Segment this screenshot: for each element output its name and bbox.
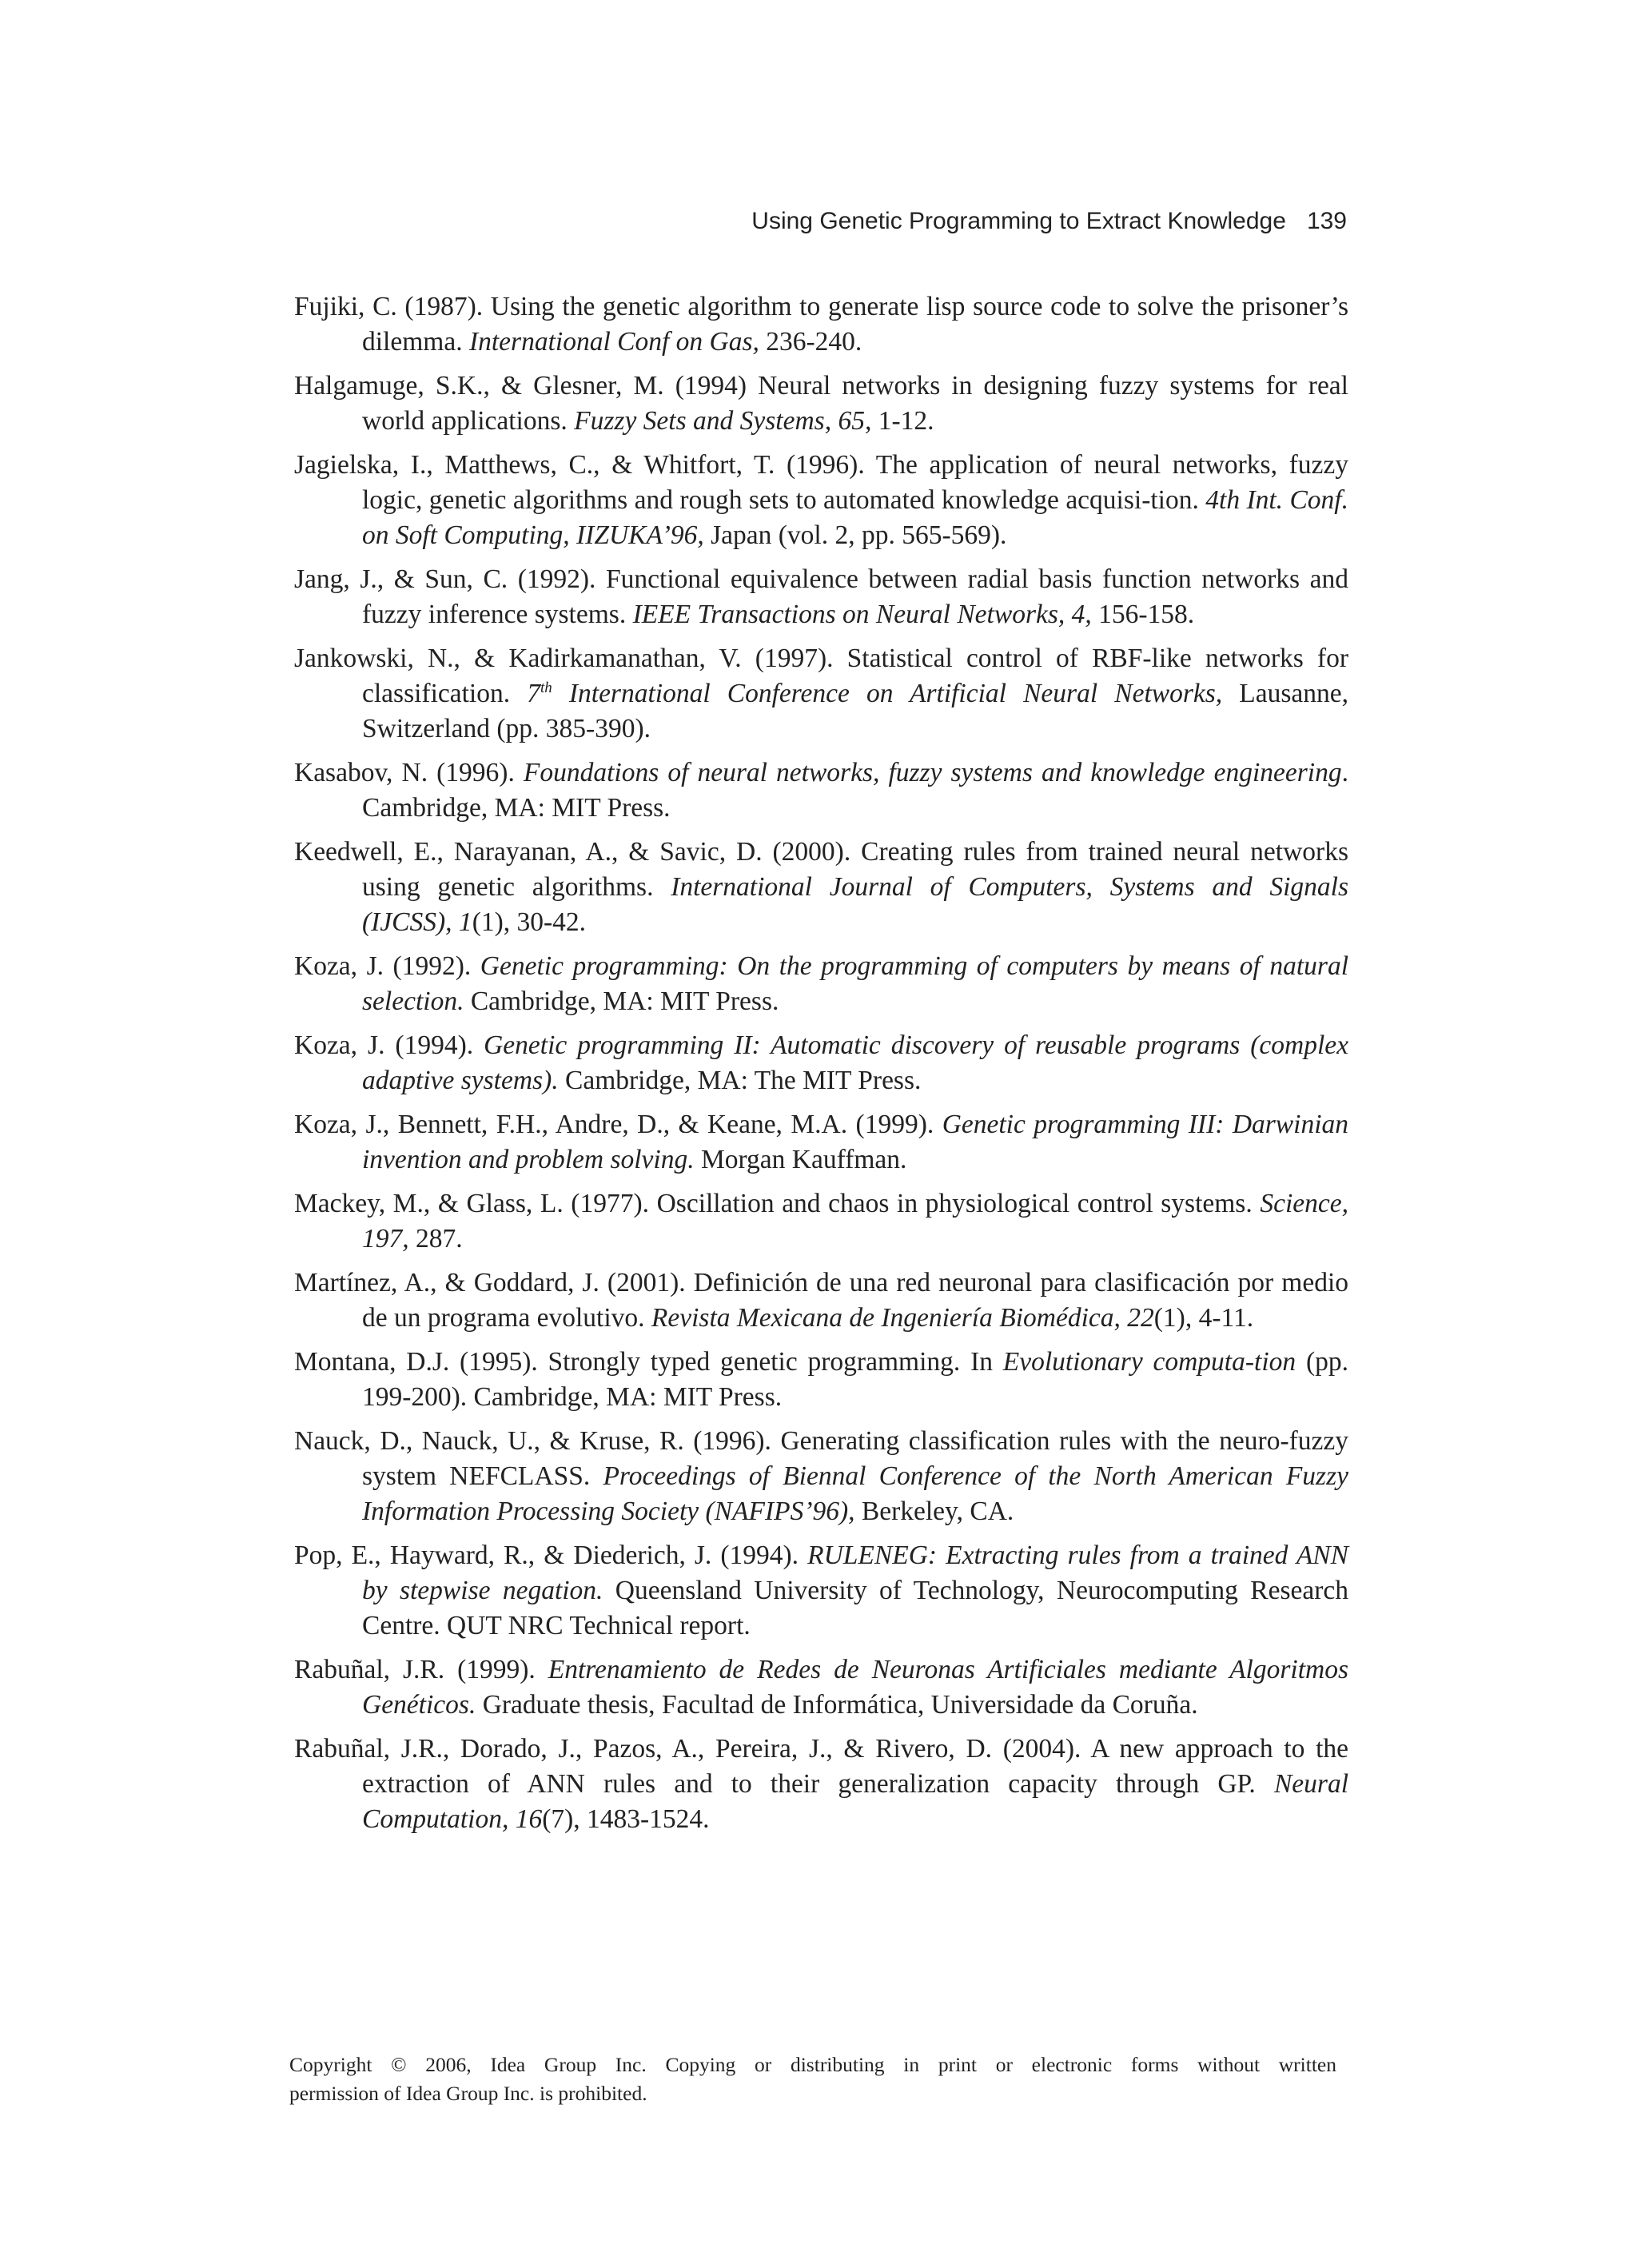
reference-entry: Jankowski, N., & Kadirkamanathan, V. (1997). Statistical control of RBF-like networks for classification. 7th International Conference on Artificial Neural Networks, Lausanne, Switzerland (pp. 385-390). bbox=[294, 644, 1349, 743]
reference-entry: Martínez, A., & Goddard, J. (2001). Definición de una red neuronal para clasificación por medio de un programa evolutivo. Revista Mexicana de Ingeniería Biomédica, 22(1), 4-11. bbox=[294, 1268, 1348, 1333]
copyright-notice bbox=[289, 2051, 1336, 2108]
reference-entry: Mackey, M., & Glass, L. (1977). Oscillation and chaos in physiological control systems. Science, 197, 287. bbox=[294, 1189, 1348, 1254]
copyright-line-2: permission of Idea Group Inc. is prohibited. bbox=[289, 2082, 647, 2105]
reference-entry: Pop, E., Hayward, R., & Diederich, J. (1994). RULENEG: Extracting rules from a trained ANN by stepwise negation. Queensland University of Technology, Neurocomputing Research Centre. QUT NRC Technical report. bbox=[294, 1541, 1348, 1640]
reference-entry: Halgamuge, S.K., & Glesner, M. (1994) Neural networks in designing fuzzy systems for real world applications. Fuzzy Sets and Systems, 65, 1-12. bbox=[294, 371, 1348, 436]
reference-entry: Koza, J., Bennett, F.H., Andre, D., & Keane, M.A. (1999). Genetic programming III: Darwinian invention and problem solving. Morgan Kauffman. bbox=[294, 1110, 1349, 1174]
running-title: Using Genetic Programming to Extract Knowledge bbox=[751, 208, 1286, 234]
reference-entry: Kasabov, N. (1996). Foundations of neural networks, fuzzy systems and knowledge engineering. Cambridge, MA: MIT Press. bbox=[294, 758, 1348, 823]
reference-entry: Jagielska, I., Matthews, C., & Whitfort, T. (1996). The application of neural networks, fuzzy logic, genetic algorithms and rough sets to automated knowledge acquisi-tion. 4th Int. Conf. on Soft Computing, IIZUKA’96, Japan (vol. 2, pp. 565-569). bbox=[294, 450, 1348, 550]
reference-entry: Koza, J. (1994). Genetic programming II: Automatic discovery of reusable programs (complex adaptive systems). Cambridge, MA: The MIT Press. bbox=[294, 1030, 1349, 1095]
reference-entry: Keedwell, E., Narayanan, A., & Savic, D. (2000). Creating rules from trained neural networks using genetic algorithms. International Journal of Computers, Systems and Signals (IJCSS), 1(1), 30-42. bbox=[294, 837, 1349, 937]
page-number: 139 bbox=[1306, 208, 1347, 234]
reference-entry: Fujiki, C. (1987). Using the genetic algorithm to generate lisp source code to solve the prisoner’s dilemma. International Conf on Gas, 236-240. bbox=[294, 292, 1348, 357]
reference-entry: Jang, J., & Sun, C. (1992). Functional equivalence between radial basis function networks and fuzzy inference systems. IEEE Transactions on Neural Networks, 4, 156-158. bbox=[294, 564, 1348, 629]
running-header bbox=[0, 208, 1347, 235]
reference-entry: Rabuñal, J.R., Dorado, J., Pazos, A., Pereira, J., & Rivero, D. (2004). A new approach to the extraction of ANN rules and to their generalization capacity through GP. Neural Computation, 16(7), 1483-1524. bbox=[294, 1734, 1348, 1834]
reference-entry: Nauck, D., Nauck, U., & Kruse, R. (1996). Generating classification rules with the neuro-fuzzy system NEFCLASS. Proceedings of Biennal Conference of the North American Fuzzy Information Processing Society (NAFIPS’96), Berkeley, CA. bbox=[294, 1426, 1348, 1526]
reference-entry: Montana, D.J. (1995). Strongly typed genetic programming. In Evolutionary computa-tion (pp. 199-200). Cambridge, MA: MIT Press. bbox=[294, 1347, 1348, 1412]
reference-entry: Koza, J. (1992). Genetic programming: On the programming of computers by means of natural selection. Cambridge, MA: MIT Press. bbox=[294, 951, 1349, 1016]
reference-entry: Rabuñal, J.R. (1999). Entrenamiento de Redes de Neuronas Artificiales mediante Algoritmos Genéticos. Graduate thesis, Facultad de Informática, Universidade da Coruña. bbox=[294, 1655, 1348, 1720]
copyright-line-1: Copyright © 2006, Idea Group Inc. Copying or distributing in print or electronic forms without written bbox=[289, 2053, 1336, 2076]
reference-list bbox=[294, 289, 1348, 1846]
